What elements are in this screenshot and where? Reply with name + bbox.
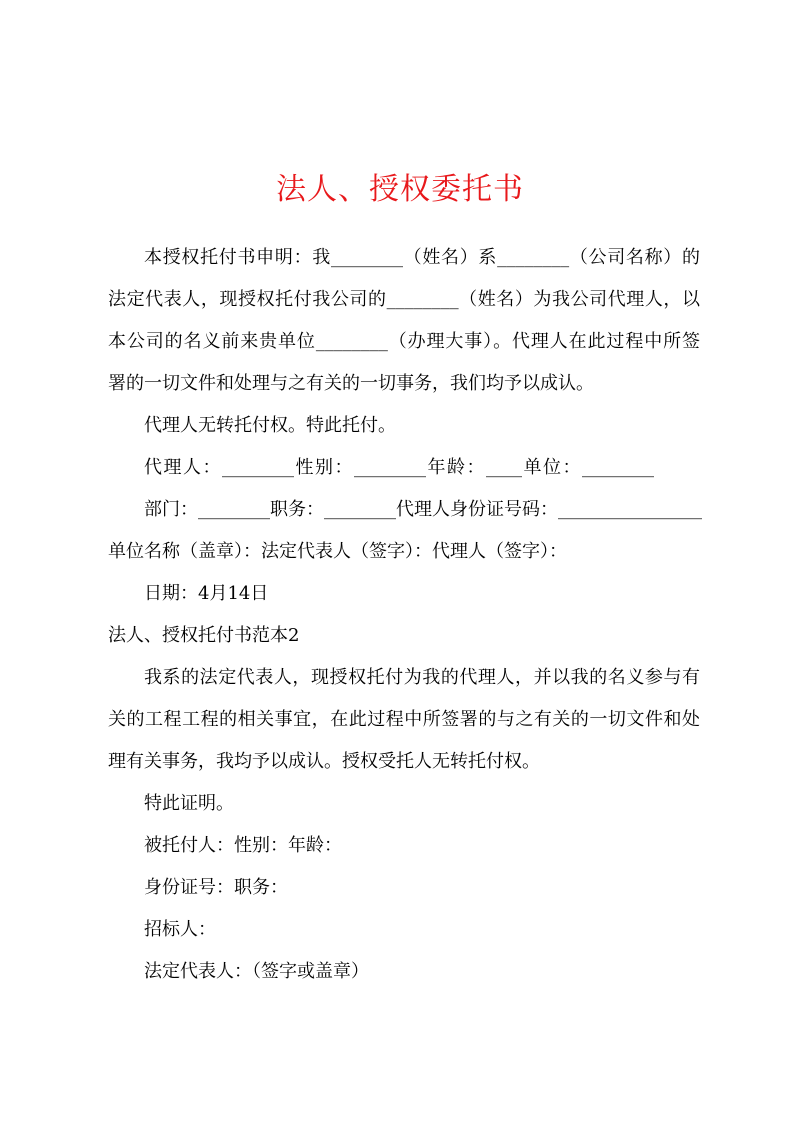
signature-line: 法定代表人：（签字或盖章）: [144, 961, 369, 982]
signature-line: 单位名称（盖章）：法定代表人（签字）：代理人（签字）：: [108, 541, 567, 562]
paragraph-line: 代理人无转托付权。特此托付。: [144, 415, 396, 436]
paragraph-line: 关的工程工程的相关事宜，在此过程中所签署的与之有关的一切文件和处: [108, 709, 700, 730]
form-field-line: 部门：________职务：________代理人身份证号码：________________: [144, 499, 702, 520]
paragraph-line: 特此证明。: [144, 793, 234, 814]
form-field-line: 被托付人：性别：年龄：: [144, 835, 342, 856]
date-line: 日期：4月14日: [144, 583, 269, 604]
document-title: 法人、授权委托书: [276, 172, 524, 207]
paragraph-line: 我系的法定代表人，现授权托付为我的代理人，并以我的名义参与有: [144, 667, 700, 688]
paragraph-line: 法定代表人，现授权托付我公司的________（姓名）为我公司代理人，以: [108, 289, 700, 310]
section-heading: 法人、授权托付书范本2: [108, 625, 300, 646]
paragraph-line: 理有关事务，我均予以成认。授权受托人无转托付权。: [108, 751, 540, 772]
form-field-line: 代理人：________性别：________年龄：____单位：________: [144, 457, 654, 478]
paragraph-line: 本公司的名义前来贵单位________（办理大事）。代理人在此过程中所签: [108, 331, 700, 352]
form-field-line: 招标人：: [144, 919, 216, 940]
form-field-line: 身份证号：职务：: [144, 877, 288, 898]
paragraph-line: 署的一切文件和处理与之有关的一切事务，我们均予以成认。: [108, 373, 594, 394]
paragraph-line: 本授权托付书申明：我________（姓名）系________（公司名称）的: [144, 247, 700, 268]
